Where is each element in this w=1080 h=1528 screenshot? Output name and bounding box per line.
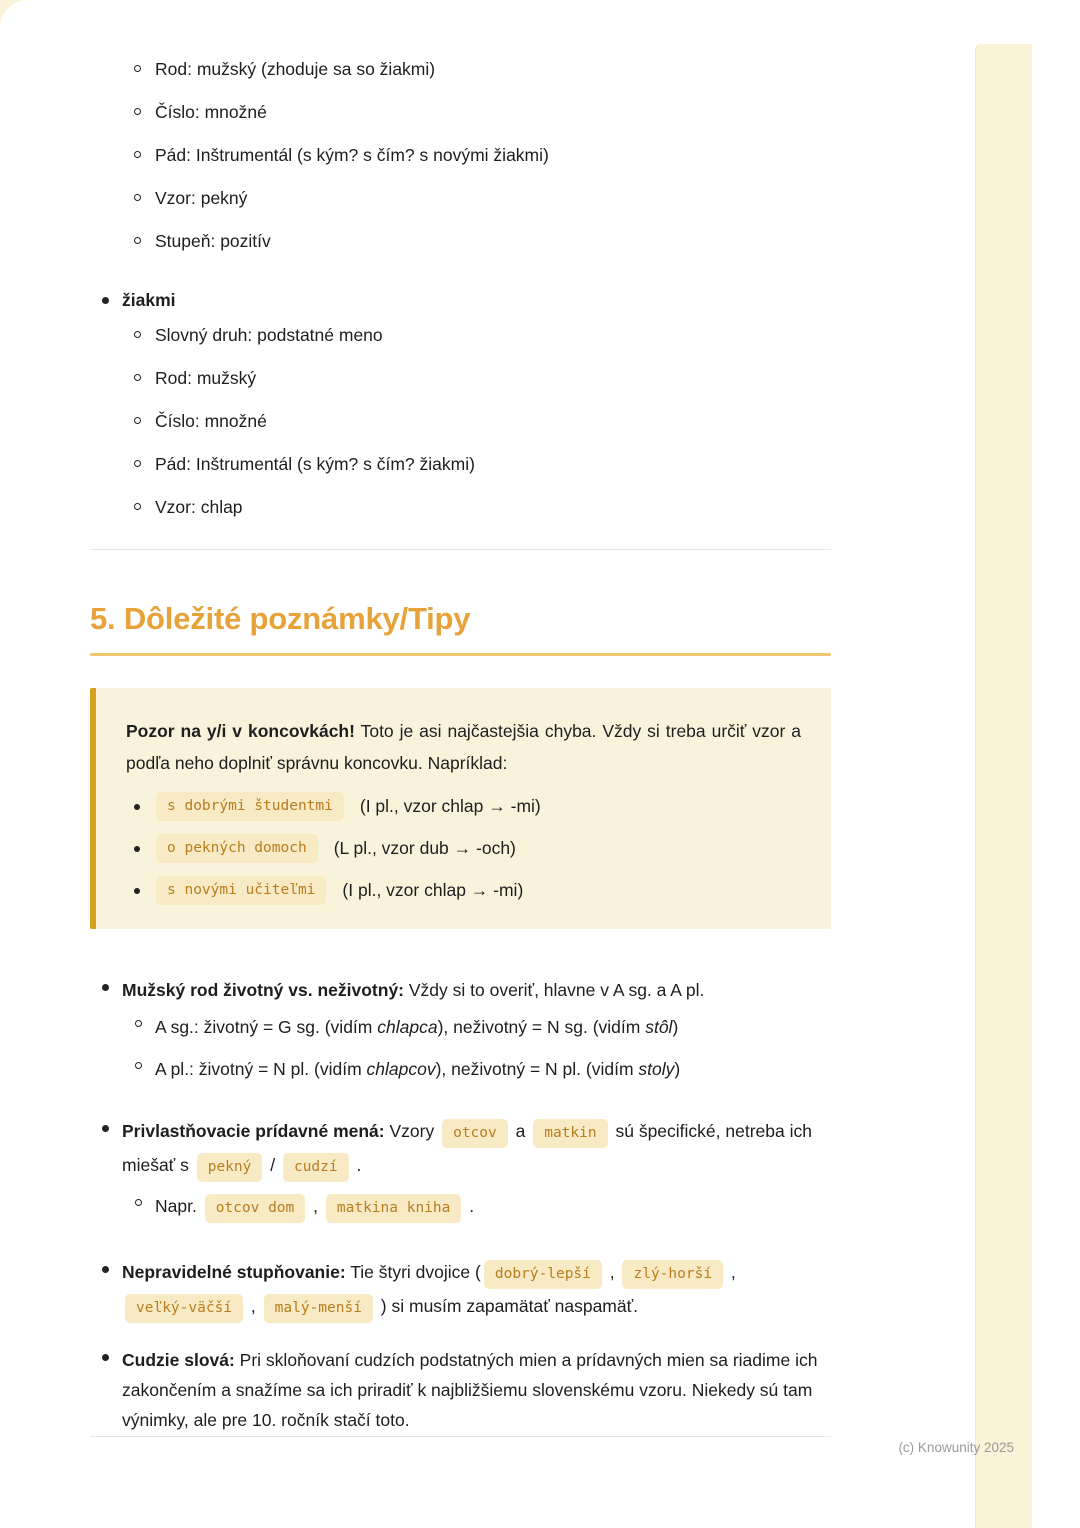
disc-bullet-icon [102,297,109,304]
text-segment: Vždy si to overiť, hlavne v A sg. a A pl. [404,980,705,1000]
disc-bullet-icon [102,1266,109,1273]
circle-bullet-icon [134,65,141,72]
example-note: (L pl., vzor dub → -och) [333,838,516,858]
list-item-text [155,1054,680,1084]
callout-lead [126,715,801,779]
text-segment: , [308,1196,323,1216]
circle-bullet-icon [134,374,141,381]
circle-bullet-icon [135,1062,142,1069]
list-item-text: Pád: Inštrumentál (s kým? s čím? žiakmi) [155,454,475,474]
code-chip: otcov [442,1119,508,1148]
code-chip: cudzí [283,1153,349,1182]
bold-text-segment: Pozor na y/i v koncovkách! [126,721,355,741]
list-item [122,1054,831,1084]
list-item [122,1191,831,1225]
document-content [90,0,831,1455]
bold-text-segment: Cudzie slová: [122,1350,235,1370]
list-item-text: Číslo: množné [155,411,267,431]
circle-bullet-icon [134,108,141,115]
text-segment: ) si musím zapamätať naspamäť. [375,1296,639,1316]
section-heading: 5. Dôležité poznámky/Tipy [90,601,471,636]
tip-text [122,975,831,1005]
bold-text-segment: Nepravidelné stupňovanie: [122,1262,346,1282]
text-segment: ) [672,1017,679,1037]
code-chip: matkin [533,1119,607,1148]
tip-item [90,1116,831,1237]
heading-underline [90,653,831,656]
tip-callout [90,688,831,929]
text-segment: Tie štyri dvojice ( [345,1262,481,1282]
code-chip: otcov dom [205,1194,306,1223]
example-note: (I pl., vzor chlap → -mi) [359,796,541,816]
text-segment: , [246,1296,261,1316]
code-chip: veľký-väčší [125,1294,243,1323]
text-segment: . [351,1155,362,1175]
tip-text [122,1345,831,1435]
code-chip: o pekných domoch [156,834,318,863]
text-segment: sú špecifické, netreba ich miešať s [122,1121,812,1175]
code-chip: pekný [197,1153,263,1182]
list-item-text: Pád: Inštrumentál (s kým? s čím? s novými žiakmi) [155,145,549,165]
circle-bullet-icon [134,417,141,424]
text-segment: , [726,1262,736,1282]
text-segment: A pl.: životný = N pl. (vidím [155,1059,367,1079]
circle-bullet-icon [134,194,141,201]
declension-sub-list [90,57,831,254]
list-item-text: Stupeň: pozitív [155,231,271,251]
list-item-text [155,1012,678,1042]
text-segment: Pri skloňovaní cudzích podstatných mien a prídavných mien sa riadime ich zakončením a snažíme sa ich priradiť k najbližšiemu slovenskému vzoru. Niekedy sú tam výnimky, ale pre 10. ročník stačí toto. [122,1350,818,1430]
text-segment: . [464,1196,475,1216]
list-item [134,495,831,520]
text-segment: ) [674,1059,681,1079]
circle-bullet-icon [134,503,141,510]
tips-list [90,975,831,1435]
footer-divider [90,1436,831,1437]
disc-bullet-icon [102,1354,109,1361]
code-chip: zlý-horší [622,1260,723,1289]
tip-item [90,975,831,1096]
text-segment: A sg.: životný = G sg. (vidím [155,1017,378,1037]
word-title: žiakmi [122,290,176,310]
list-item-text: Rod: mužský (zhoduje sa so žiakmi) [155,59,436,79]
circle-bullet-icon [135,1199,142,1206]
italic-text-segment: stôl [645,1017,673,1037]
text-segment: a [510,1121,531,1141]
circle-bullet-icon [134,237,141,244]
list-item-text: Číslo: množné [155,102,267,122]
tip-body [122,1116,831,1237]
list-item [134,143,831,168]
code-chip: malý-menší [264,1294,373,1323]
text-segment: ), neživotný = N sg. (vidím [437,1017,646,1037]
list-item-text [155,1191,474,1225]
example-note: (I pl., vzor chlap → -mi) [342,880,524,900]
tip-body [122,1345,831,1435]
disc-bullet-icon [134,888,140,894]
disc-bullet-icon [102,1125,109,1132]
right-margin-strip [975,44,1032,1528]
circle-bullet-icon [134,331,141,338]
disc-bullet-icon [134,804,140,810]
text-segment: Toto je asi najčastejšia chyba. Vždy si treba určiť vzor a podľa neho doplniť správnu koncovku. Napríklad: [126,721,802,773]
disc-bullet-icon [102,984,109,991]
list-item-title [90,288,831,313]
text-segment: , [604,1262,620,1282]
italic-text-segment: chlapcov [366,1059,436,1079]
tip-text [122,1116,831,1184]
tip-body [122,1257,831,1325]
list-item [134,229,831,254]
declension-sub-list [90,323,831,520]
list-item [122,1012,831,1042]
copyright-footer: (c) Knowunity 2025 [898,1440,1014,1455]
list-item [134,57,831,82]
declension-block-pekny [90,0,831,254]
italic-text-segment: stoly [638,1059,675,1079]
list-item [134,452,831,477]
code-chip: matkina kniha [326,1194,462,1223]
declension-block-ziakmi [90,288,831,520]
list-item [134,323,831,348]
tip-text [122,1257,831,1325]
text-segment: / [265,1155,280,1175]
text-segment: Napr. [155,1196,202,1216]
tip-item [90,1345,831,1435]
list-item-text: Slovný druh: podstatné meno [155,325,383,345]
callout-example [126,876,801,905]
tip-sub-list [122,1191,831,1225]
code-chip: dobrý-lepší [484,1260,602,1289]
code-chip: s novými učiteľmi [156,876,326,905]
bold-text-segment: Privlastňovacie prídavné mená: [122,1121,385,1141]
tip-sub-list [122,1012,831,1084]
text-segment: ), neživotný = N pl. (vidím [435,1059,639,1079]
bold-text-segment: Mužský rod životný vs. neživotný: [122,980,404,1000]
list-item [134,366,831,391]
callout-example-list [126,792,801,905]
code-chip: s dobrými študentmi [156,792,344,821]
disc-bullet-icon [134,846,140,852]
tip-item [90,1257,831,1325]
callout-example [126,792,801,821]
callout-example [126,834,801,863]
circle-bullet-icon [135,1020,142,1027]
list-item [134,409,831,434]
text-segment: Vzory [384,1121,440,1141]
list-item-text: Vzor: pekný [155,188,248,208]
circle-bullet-icon [134,460,141,467]
list-item-text: Rod: mužský [155,368,257,388]
italic-text-segment: chlapca [377,1017,438,1037]
circle-bullet-icon [134,151,141,158]
list-item-text: Vzor: chlap [155,497,243,517]
section-divider [90,549,831,550]
tip-body [122,975,831,1096]
list-item [134,186,831,211]
list-item [134,100,831,125]
page-corner-decoration [0,0,42,42]
